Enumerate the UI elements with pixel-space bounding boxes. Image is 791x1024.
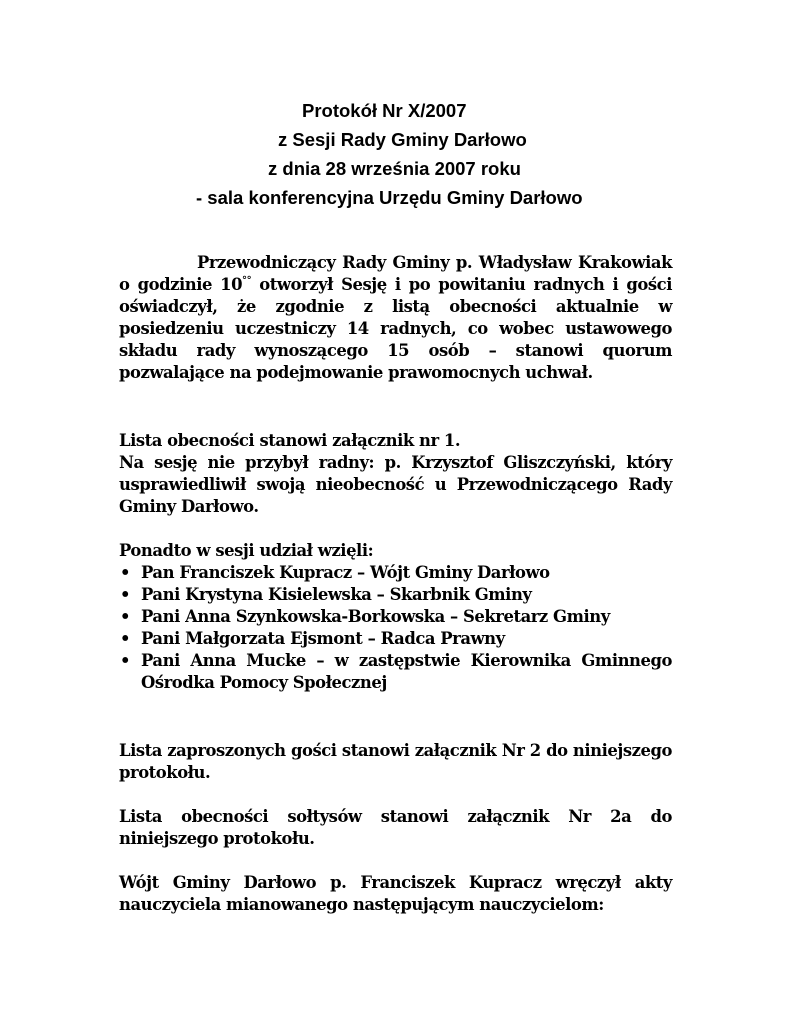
bullet-icon: • [120,607,131,626]
session-date: z dnia 28 września 2007 roku [268,158,521,179]
bullet-icon: • [120,585,131,604]
opening-paragraph: Przewodniczący Rady Gminy p. Władysław Krakowiak o godzinie 10°° otworzył Sesję i po powitaniu radnych i gości oświadczył, że zgodnie z listą obecności aktualnie w posiedzeniu uczestniczy 14 radnych, co wobec ustawowego składu rady wynoszącego 15 osób – stanowi quorum pozwalające na podejmowanie prawomocnych uchwał. [119,253,672,382]
list-item: • Pani Krystyna Kisielewska – Skarbnik Gminy [120,585,532,604]
minutes-superscript: °° [242,275,252,287]
document-title-block [0,96,791,212]
soltys-list-note: Lista obecności sołtysów stanowi załącznik Nr 2a do niniejszego protokołu. [119,807,672,848]
absent-councillor-note: Na sesję nie przybył radny: p. Krzysztof Gliszczyński, który usprawiedliwił swoją nieobecność u Przewodniczącego Rady Gminy Darłowo. [119,453,672,516]
bullet-icon: • [120,629,131,648]
session-name: z Sesji Rady Gminy Darłowo [278,129,527,150]
attendance-list-note: Lista obecności stanowi załącznik nr 1. [119,431,461,450]
participants-heading: Ponadto w sesji udział wzięli: [119,541,374,560]
list-item: • Pani Małgorzata Ejsmont – Radca Prawny [120,629,505,648]
closing-paragraph: Wójt Gminy Darłowo p. Franciszek Kupracz wręczył akty nauczyciela mianowanego następującym nauczycielom: [119,873,672,914]
document-body [119,252,672,916]
protocol-number: Protokół Nr X/2007 [302,100,467,121]
session-location: - sala konferencyjna Urzędu Gminy Darłowo [196,187,583,208]
list-item: • Pani Anna Szynkowska-Borkowska – Sekretarz Gminy [120,607,610,626]
participants-list [119,562,672,694]
list-item: • Pani Anna Mucke – w zastępstwie Kierownika Gminnego Ośrodka Pomocy Społecznej [120,651,672,692]
list-item: • Pan Franciszek Kupracz – Wójt Gminy Darłowo [120,563,550,582]
bullet-icon: • [120,651,131,670]
guests-list-note: Lista zaproszonych gości stanowi załącznik Nr 2 do niniejszego protokołu. [119,741,672,782]
bullet-icon: • [120,563,131,582]
